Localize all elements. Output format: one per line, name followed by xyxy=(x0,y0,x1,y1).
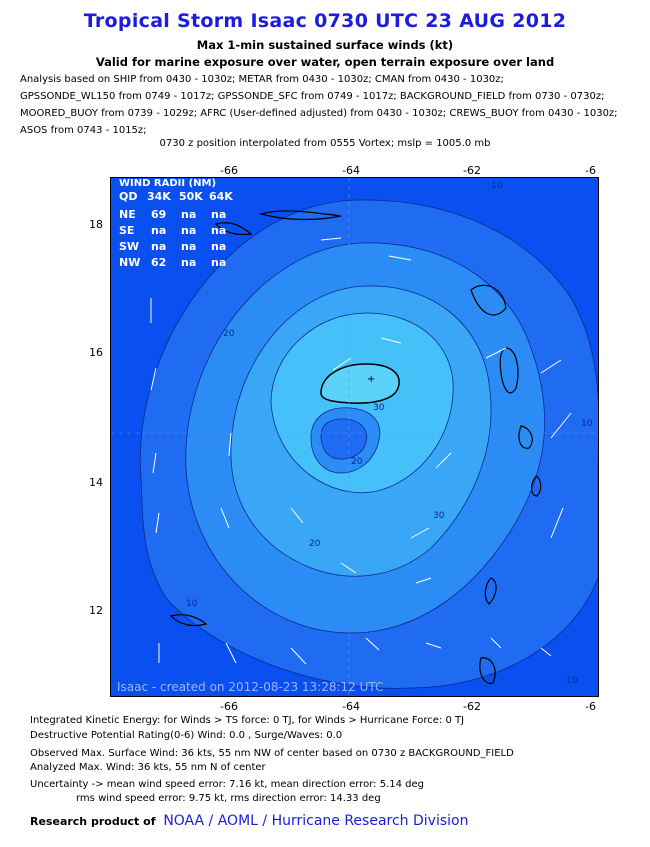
page-title: Tropical Storm Isaac 0730 UTC 23 AUG 2012 xyxy=(83,10,567,32)
lon-tick-top: -62 xyxy=(463,164,481,177)
contour-label: 10 xyxy=(491,181,503,191)
wind-radii-header: QD xyxy=(119,190,138,203)
lon-tick-top: -66 xyxy=(220,164,238,177)
lon-tick-bottom: -6 xyxy=(585,700,596,713)
wind-radii-cell: na xyxy=(181,240,197,253)
contour-label: 10 xyxy=(581,419,593,429)
credit-label: Research product of xyxy=(30,815,156,828)
storm-center-marker: + xyxy=(367,374,376,385)
wind-radii-cell: na xyxy=(211,208,227,221)
map-footer: Isaac - created on 2012-08-23 13:28:12 UTC xyxy=(117,680,384,694)
analyzed-max-line: Analyzed Max. Wind: 36 kts, 55 nm N of center xyxy=(30,762,266,773)
lat-tick: 12 xyxy=(89,604,103,617)
analysis-line: Analysis based on SHIP from 0430 - 1030z; METAR from 0430 - 1030z; CMAN from 0430 - 1030z; xyxy=(20,74,504,85)
wind-radii-cell: NW xyxy=(119,256,141,269)
subtitle-units: Max 1-min sustained surface winds (kt) xyxy=(196,38,454,52)
lon-tick-top: -64 xyxy=(342,164,360,177)
contour-label: 10 xyxy=(566,676,578,686)
wind-radii-cell: NE xyxy=(119,208,136,221)
lon-tick-bottom: -62 xyxy=(463,700,481,713)
lon-tick-bottom: -64 xyxy=(342,700,360,713)
wind-radii-cell: na xyxy=(211,224,227,237)
lon-tick-bottom: -66 xyxy=(220,700,238,713)
dpr-line: Destructive Potential Rating(0-6) Wind: 0.0 , Surge/Waves: 0.0 xyxy=(30,730,343,741)
wind-radii-cell: 62 xyxy=(151,256,167,269)
analysis-line: GPSSONDE_WL150 from 0749 - 1017z; GPSSONDE_SFC from 0749 - 1017z; BACKGROUND_FIELD from 0730 - 0730z; xyxy=(20,91,605,102)
wind-radii-header: 50K xyxy=(179,190,203,203)
wind-radii-cell: na xyxy=(151,224,167,237)
rms-error-line: rms wind speed error: 9.75 kt, rms direction error: 14.33 deg xyxy=(76,793,381,804)
credit-line xyxy=(30,813,468,829)
wind-radii-header: 34K xyxy=(147,190,171,203)
wind-radii-title: WIND RADII (NM) xyxy=(119,178,217,189)
wind-radii-cell: na xyxy=(211,240,227,253)
contour-label: 20 xyxy=(351,457,363,467)
lat-tick: 16 xyxy=(89,346,103,359)
wind-radii-cell: na xyxy=(181,256,197,269)
lat-tick: 18 xyxy=(89,218,103,231)
wind-radii-cell: SE xyxy=(119,224,135,237)
wind-field-map[interactable] xyxy=(110,177,599,697)
noaa-aoml-hrd-link[interactable]: NOAA / AOML / Hurricane Research Division xyxy=(163,813,469,829)
uncertainty-line: Uncertainty -> mean wind speed error: 7.16 kt, mean direction error: 5.14 deg xyxy=(30,779,425,790)
ike-line: Integrated Kinetic Energy: for Winds > TS force: 0 TJ, for Winds > Hurricane Force: 0 TJ xyxy=(30,715,465,726)
contour-label: 10 xyxy=(186,599,198,609)
contour-label: 30 xyxy=(433,511,445,521)
analysis-sources xyxy=(20,71,640,139)
observed-max-line: Observed Max. Surface Wind: 36 kts, 55 nm NW of center based on 0730 z BACKGROUND_FIELD xyxy=(30,748,514,759)
contour-label: 20 xyxy=(309,539,321,549)
analysis-line: ASOS from 0743 - 1015z; xyxy=(20,125,147,136)
wind-radii-cell: na xyxy=(181,224,197,237)
wind-radii-cell: 69 xyxy=(151,208,167,221)
wind-radii-cell: na xyxy=(211,256,227,269)
subtitle-exposure: Valid for marine exposure over water, open terrain exposure over land xyxy=(95,55,555,69)
wind-radii-cell: na xyxy=(151,240,167,253)
analysis-line: MOORED_BUOY from 0739 - 1029z; AFRC (User-defined adjusted) from 0430 - 1030z; CREWS_BUOY from 0430 - 1030z; xyxy=(20,108,618,119)
wind-radii-cell: na xyxy=(181,208,197,221)
lon-tick-top: -6 xyxy=(585,164,596,177)
center-position-note: 0730 z position interpolated from 0555 Vortex; mslp = 1005.0 mb xyxy=(159,138,491,149)
contour-label: 30 xyxy=(373,403,385,413)
wind-contours xyxy=(111,178,598,696)
wind-radii-header: 64K xyxy=(209,190,233,203)
wind-radii-cell: SW xyxy=(119,240,140,253)
lat-tick: 14 xyxy=(89,476,103,489)
contour-label: 20 xyxy=(223,329,235,339)
